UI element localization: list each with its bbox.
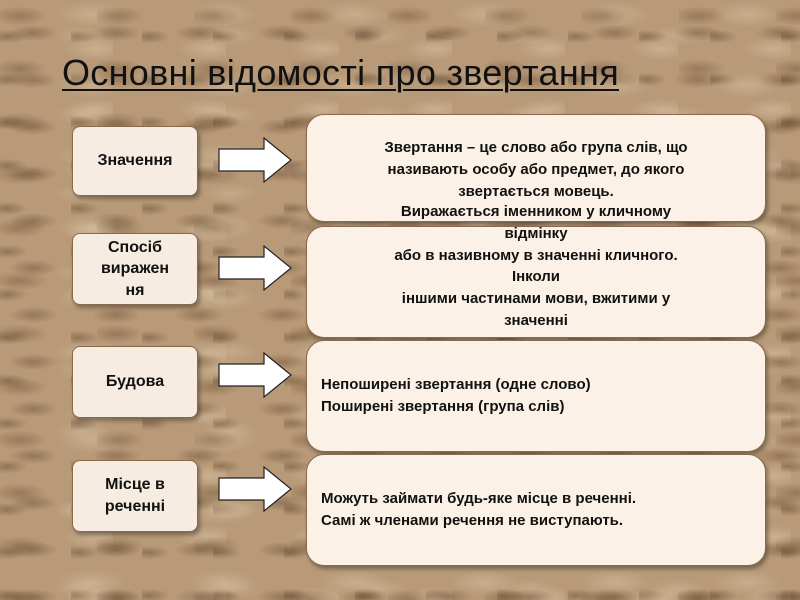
right-arrow-icon — [218, 245, 292, 291]
content-line: Звертання – це слово або група слів, що — [384, 139, 688, 156]
right-arrow-icon — [218, 137, 292, 183]
content-line: Самі ж членами речення не виступають. — [321, 512, 624, 529]
content-line: Інколи — [511, 268, 561, 286]
label-text: ня — [125, 281, 145, 299]
content-line: або в називному в значенні кличного. — [394, 246, 678, 264]
label-meaning — [72, 126, 198, 196]
label-text: Значення — [97, 152, 173, 170]
content-line: значенні — [504, 311, 568, 329]
content-line: називають особу або предмет, до якого — [387, 160, 685, 178]
content-expression — [306, 203, 766, 338]
content-line: Виражається іменником у кличному — [400, 203, 672, 220]
label-text: Місце в — [105, 476, 165, 494]
right-arrow-icon — [218, 466, 292, 512]
slide-title: Основні відомості про звертання — [62, 52, 619, 93]
content-line: іншими частинами мови, вжитими у — [401, 290, 671, 307]
label-text: виражен — [100, 260, 170, 278]
label-text: Спосіб — [107, 238, 162, 256]
content-line: Можуть займати будь-яке місце в реченні. — [321, 490, 637, 508]
content-line: Поширені звертання (група слів) — [321, 398, 565, 415]
right-arrow-icon — [218, 352, 292, 398]
label-text: реченні — [104, 498, 166, 515]
content-line: звертається мовець. — [458, 182, 614, 200]
content-line: відмінку — [504, 224, 568, 242]
label-expression — [72, 233, 198, 305]
content-line: Непоширені звертання (одне слово) — [321, 376, 591, 394]
label-structure — [72, 346, 198, 418]
label-text: Будова — [105, 373, 165, 391]
label-position — [72, 460, 198, 532]
content-position — [306, 454, 766, 566]
content-structure — [306, 340, 766, 452]
